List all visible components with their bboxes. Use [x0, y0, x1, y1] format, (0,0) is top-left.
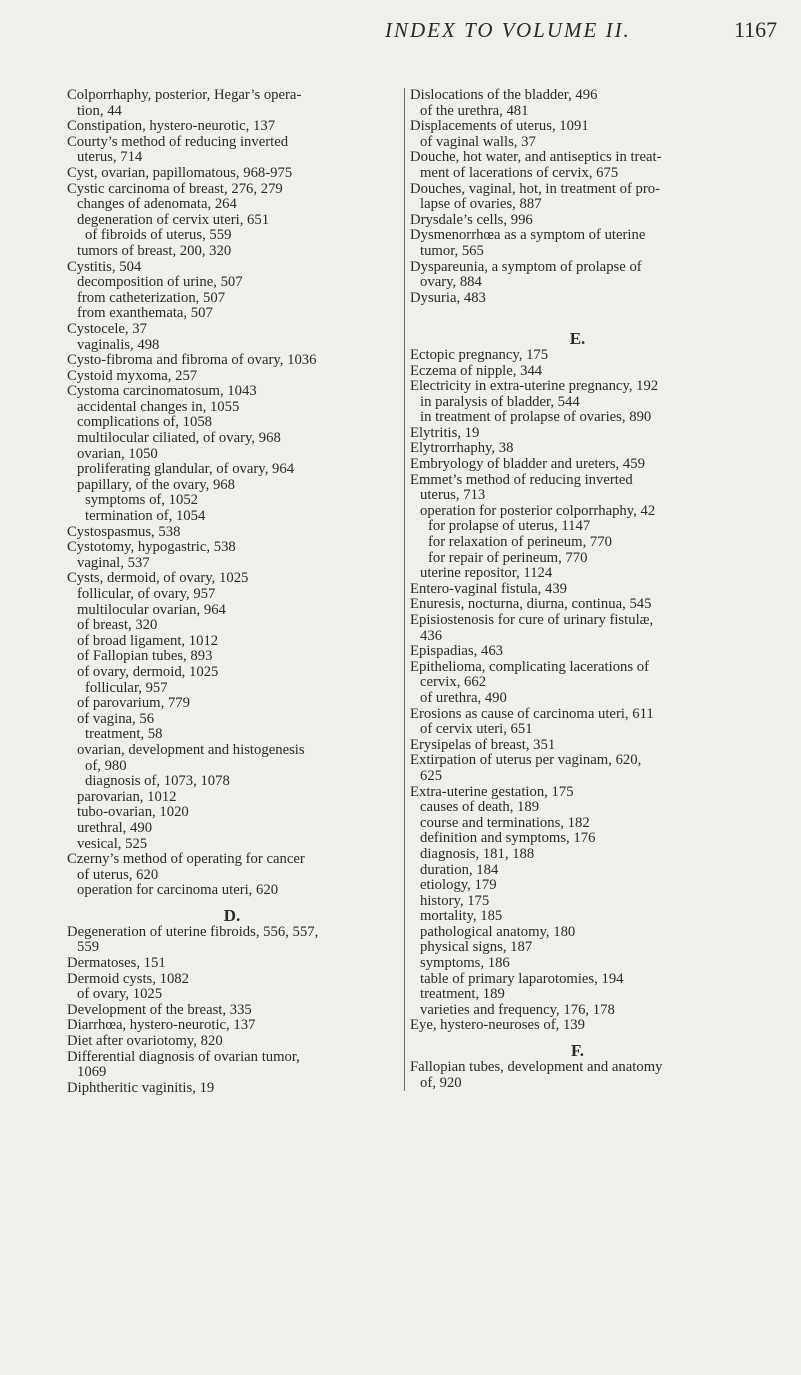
index-entry: Douches, vaginal, hot, in treatment of pro-: [410, 180, 661, 197]
index-entry: Emmet’s method of reducing inverted: [410, 471, 633, 488]
index-entry: of ovary, 1025: [77, 986, 163, 1003]
index-entry: Eye, hystero-neuroses of, 139: [410, 1017, 585, 1034]
index-entry: history, 175: [420, 892, 490, 909]
index-entry: in paralysis of bladder, 544: [420, 393, 580, 410]
index-entry: for prolapse of uterus, 1147: [428, 518, 591, 535]
index-entry: vesical, 525: [77, 835, 148, 852]
index-entry: complications of, 1058: [77, 414, 213, 431]
index-entry: ment of lacerations of cervix, 675: [420, 164, 619, 181]
index-entry: Development of the breast, 335: [67, 1001, 252, 1018]
index-entry: diagnosis of, 1073, 1078: [85, 773, 230, 790]
index-entry: table of primary laparotomies, 194: [420, 970, 624, 987]
index-entry: Dysmenorrhœa as a symptom of uterine: [410, 227, 646, 244]
index-entry: Entero-vaginal fistula, 439: [410, 580, 568, 597]
index-entry: Ectopic pregnancy, 175: [410, 346, 549, 363]
index-entry: vaginalis, 498: [77, 336, 160, 353]
index-entry: of ovary, dermoid, 1025: [77, 663, 219, 680]
index-entry: physical signs, 187: [420, 939, 533, 956]
index-entry: Elytritis, 19: [410, 424, 480, 441]
index-entry: changes of adenomata, 264: [77, 196, 237, 213]
index-entry: degeneration of cervix uteri, 651: [77, 211, 270, 228]
index-column-right: [404, 88, 745, 1091]
index-entry: operation for carcinoma uteri, 620: [77, 882, 279, 899]
index-entry: Courty’s method of reducing inverted: [67, 133, 289, 150]
index-entry: urethral, 490: [77, 819, 153, 836]
index-entry: Fallopian tubes, development and anatomy: [410, 1059, 663, 1076]
index-entry: uterus, 714: [77, 149, 143, 166]
index-entry: Degeneration of uterine fibroids, 556, 557,: [67, 923, 319, 940]
index-entry: symptoms, 186: [420, 955, 510, 972]
index-entry: Extirpation of uterus per vaginam, 620,: [410, 752, 642, 769]
index-entry: Cysto-fibroma and fibroma of ovary, 1036: [67, 352, 317, 369]
index-entry: tumors of breast, 200, 320: [77, 242, 232, 259]
index-entry: Dermoid cysts, 1082: [67, 970, 189, 987]
index-entry: accidental changes in, 1055: [77, 398, 240, 415]
index-entry: Drysdale’s cells, 996: [410, 211, 533, 228]
section-letter: D.: [223, 905, 241, 925]
index-entry: in treatment of prolapse of ovaries, 890: [420, 409, 652, 426]
index-entry: for relaxation of perineum, 770: [428, 534, 612, 551]
index-entry: of broad ligament, 1012: [77, 632, 219, 649]
index-entry: Extra-uterine gestation, 175: [410, 783, 574, 800]
index-entry: etiology, 179: [420, 877, 497, 894]
index-entry: of Fallopian tubes, 893: [77, 648, 213, 665]
index-entry: diagnosis, 181, 188: [420, 845, 535, 862]
index-entry: Erosions as cause of carcinoma uteri, 611: [410, 705, 654, 722]
index-entry: treatment, 189: [420, 986, 505, 1003]
section-letter: E.: [569, 328, 586, 348]
index-entry: uterine repositor, 1124: [420, 565, 553, 582]
index-entry: from exanthemata, 507: [77, 305, 213, 322]
index-entry: cervix, 662: [420, 674, 487, 691]
index-entry: Diphtheritic vaginitis, 19: [67, 1079, 215, 1096]
index-entry: Differential diagnosis of ovarian tumor,: [67, 1048, 300, 1065]
index-entry: vaginal, 537: [77, 554, 150, 571]
index-entry: definition and symptoms, 176: [420, 830, 596, 847]
index-entry: papillary, of the ovary, 968: [77, 476, 235, 493]
index-entry: Enuresis, nocturna, diurna, continua, 545: [410, 596, 652, 613]
index-entry: ovary, 884: [420, 274, 482, 291]
index-entry: of breast, 320: [77, 617, 158, 634]
index-entry: of cervix uteri, 651: [420, 721, 533, 738]
index-entry: of parovarium, 779: [77, 695, 190, 712]
index-entry: follicular, 957: [85, 679, 168, 696]
index-entry: pathological anatomy, 180: [420, 923, 576, 940]
index-entry: from catheterization, 507: [77, 289, 226, 306]
index-entry: Cystoid myxoma, 257: [67, 367, 198, 384]
index-entry: Epispadias, 463: [410, 643, 504, 660]
index-column-left: [67, 88, 397, 1096]
index-entry: treatment, 58: [85, 726, 163, 743]
index-entry: lapse of ovaries, 887: [420, 196, 542, 213]
index-entry: Eczema of nipple, 344: [410, 362, 543, 379]
index-entry: 436: [420, 627, 443, 644]
index-entry: Electricity in extra-uterine pregnancy, 192: [410, 378, 659, 395]
index-entry: uterus, 713: [420, 487, 486, 504]
index-entry: ovarian, development and histogenesis: [77, 741, 305, 758]
index-entry: Cystotomy, hypogastric, 538: [67, 539, 236, 556]
index-entry: Cystitis, 504: [67, 258, 142, 275]
index-entry: Diarrhœa, hystero-neurotic, 137: [67, 1017, 256, 1034]
index-entry: of vaginal walls, 37: [420, 133, 536, 150]
index-entry: Displacements of uterus, 1091: [410, 118, 589, 135]
index-entry: of fibroids of uterus, 559: [85, 227, 232, 244]
index-entry: operation for posterior colporrhaphy, 42: [420, 502, 656, 519]
index-entry: for repair of perineum, 770: [428, 549, 588, 566]
index-entry: tumor, 565: [420, 242, 484, 259]
index-entry: Dysuria, 483: [410, 289, 486, 306]
index-entry: Czerny’s method of operating for cancer: [67, 851, 305, 868]
index-entry: Dyspareunia, a symptom of prolapse of: [410, 258, 642, 275]
index-entry: Episiostenosis for cure of urinary fistulæ,: [410, 612, 654, 628]
index-entry: tion, 44: [77, 102, 122, 119]
index-entry: Dislocations of the bladder, 496: [410, 87, 598, 103]
index-entry: Cystoma carcinomatosum, 1043: [67, 383, 257, 400]
index-entry: 1069: [77, 1064, 107, 1081]
index-entry: Epithelioma, complicating lacerations of: [410, 658, 650, 675]
index-entry: causes of death, 189: [420, 799, 540, 816]
index-entry: of, 980: [85, 757, 127, 774]
index-entry: multilocular ciliated, of ovary, 968: [77, 430, 281, 447]
running-header: [0, 14, 801, 46]
index-entry: Diet after ovariotomy, 820: [67, 1033, 223, 1050]
index-entry: mortality, 185: [420, 908, 503, 925]
index-entry: Douche, hot water, and antiseptics in treat-: [410, 149, 662, 166]
index-entry: of uterus, 620: [77, 866, 159, 883]
index-entry: follicular, of ovary, 957: [77, 586, 216, 602]
index-entry: 625: [420, 767, 443, 784]
page-number: 1167: [734, 17, 778, 42]
index-entry: Elytrorrhaphy, 38: [410, 440, 514, 457]
index-entry: of vagina, 56: [77, 710, 155, 727]
index-entry: termination of, 1054: [85, 508, 206, 525]
index-entry: of, 920: [420, 1074, 462, 1091]
index-entry: of the urethra, 481: [420, 102, 529, 119]
index-entry: Cystospasmus, 538: [67, 523, 181, 540]
index-entry: Colporrhaphy, posterior, Hegar’s opera-: [67, 87, 302, 103]
index-entry: Cystocele, 37: [67, 320, 147, 337]
index-entry: multilocular ovarian, 964: [77, 601, 226, 618]
index-entry: symptoms of, 1052: [85, 492, 199, 509]
index-entry: course and terminations, 182: [420, 814, 590, 831]
index-entry: duration, 184: [420, 861, 499, 878]
index-entry: decomposition of urine, 507: [77, 274, 243, 291]
index-entry: Embryology of bladder and ureters, 459: [410, 456, 645, 473]
index-entry: proliferating glandular, of ovary, 964: [77, 461, 295, 478]
index-entry: ovarian, 1050: [77, 445, 158, 462]
index-entry: Dermatoses, 151: [67, 955, 166, 972]
spacer: [410, 306, 745, 322]
index-entry: Erysipelas of breast, 351: [410, 736, 556, 753]
index-entry: of urethra, 490: [420, 689, 507, 706]
running-title: INDEX TO VOLUME II.: [385, 18, 631, 42]
index-entry: tubo-ovarian, 1020: [77, 804, 189, 821]
index-entry: varieties and frequency, 176, 178: [420, 1001, 615, 1018]
index-entry: Cyst, ovarian, papillomatous, 968-975: [67, 164, 293, 181]
index-entry: parovarian, 1012: [77, 788, 177, 805]
index-entry: 559: [77, 939, 100, 956]
index-entry: Constipation, hystero-neurotic, 137: [67, 118, 276, 135]
index-entry: Cysts, dermoid, of ovary, 1025: [67, 570, 249, 587]
index-entry: Cystic carcinoma of breast, 276, 279: [67, 180, 283, 197]
section-letter: F.: [570, 1041, 585, 1061]
